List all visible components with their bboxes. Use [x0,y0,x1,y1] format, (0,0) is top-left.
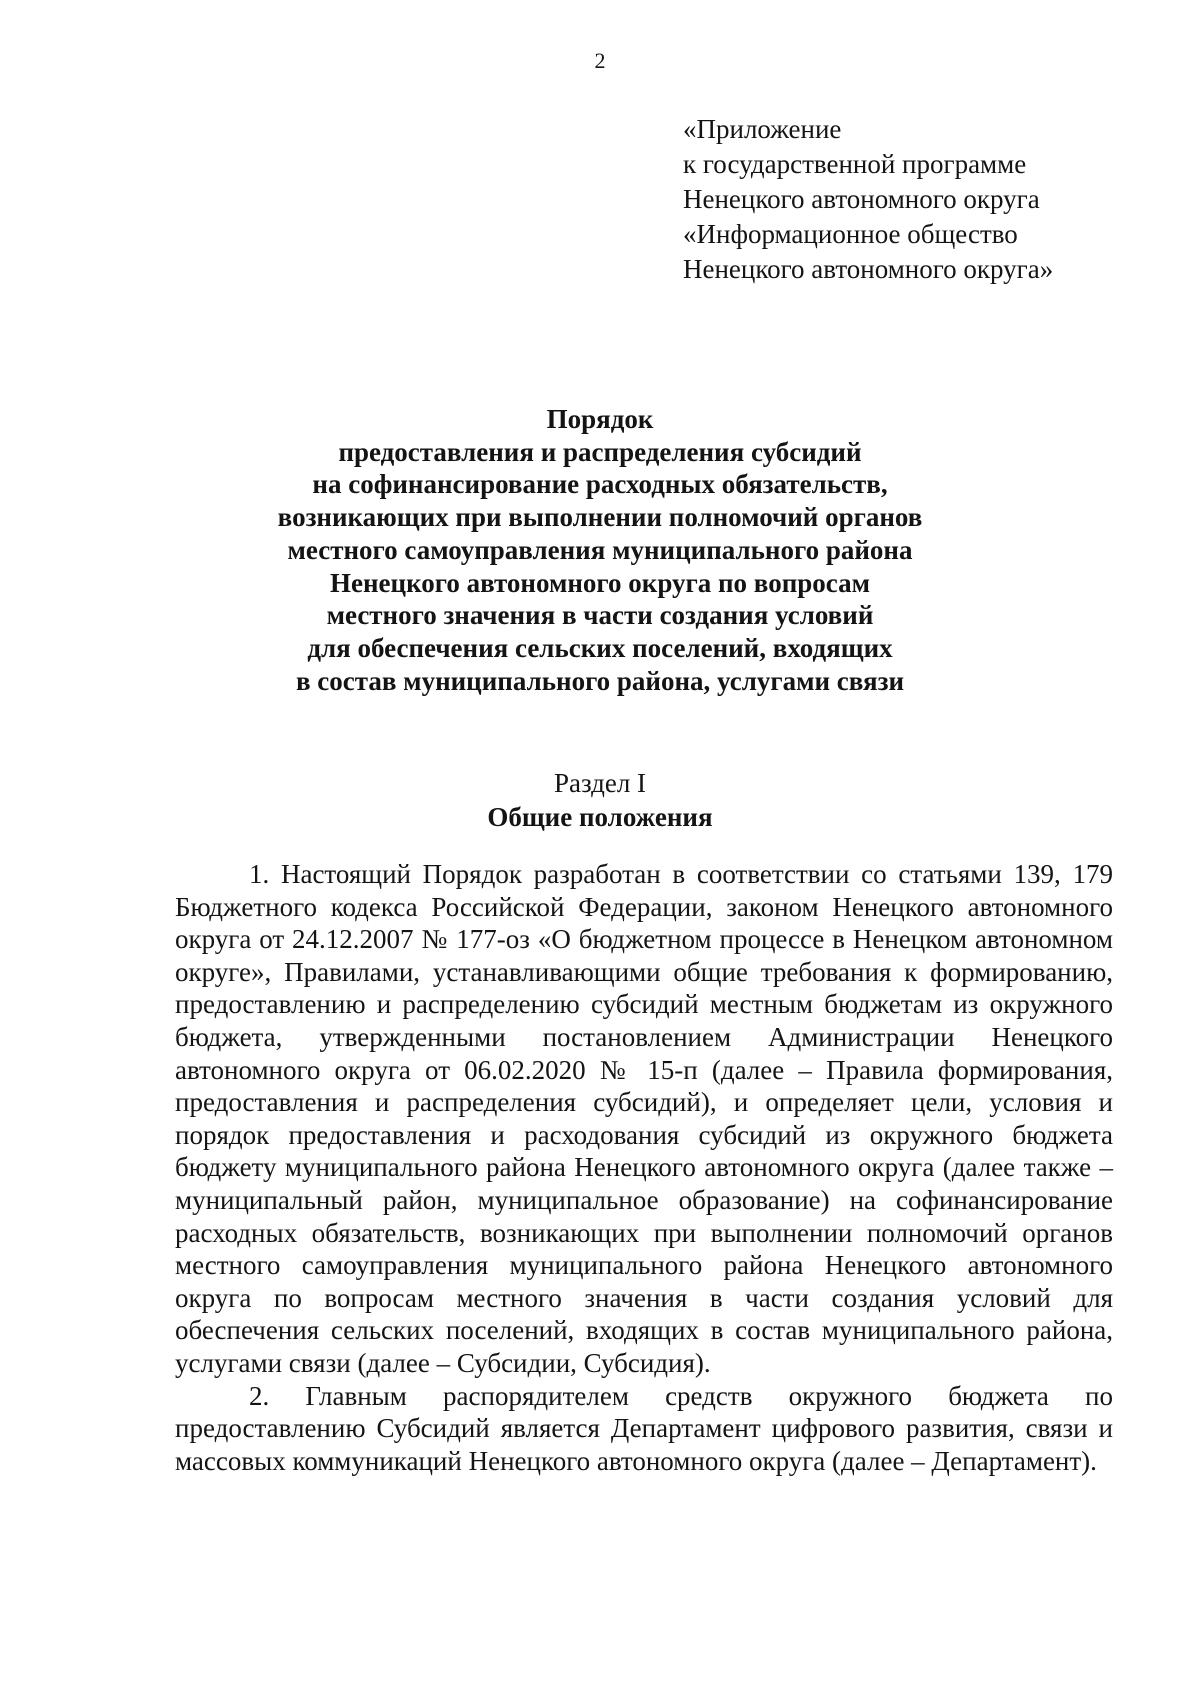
section-title: Общие положения [487,802,713,832]
document-title [0,403,1200,697]
title-line: на софинансирование расходных обязательств, [312,469,888,500]
section-label: Раздел I [553,768,647,798]
appendix-line: Ненецкого автономного округа [683,184,1040,214]
appendix-note [683,112,1053,287]
appendix-line: Ненецкого автономного округа» [683,254,1054,284]
page-number: 2 [594,48,606,73]
document-body [175,858,1113,1477]
title-line: местного самоуправления муниципального района [287,534,913,565]
title-line: предоставления и распределения субсидий [338,436,862,467]
title-line: возникающих при выполнении полномочий органов [277,502,923,533]
appendix-line: к государственной программе [683,149,1027,179]
title-line: в состав муниципального района, услугами связи [295,665,905,696]
appendix-line: «Приложение [683,114,842,144]
title-line: для обеспечения сельских поселений, входящих [307,632,893,663]
appendix-line: «Информационное общество [683,219,1018,249]
paragraph-2: 2. Главным распорядителем средств окружного бюджета по предоставлению Субсидий является Департамент цифрового развития, связи и массовых коммуникаций Ненецкого автономного округа (далее – Департамент). [175,1380,1113,1476]
title-line: Порядок [546,404,654,434]
paragraph-1: 1. Настоящий Порядок разработан в соответствии со статьями 139, 179 Бюджетного кодекса Российской Федерации, законом Ненецкого автономного округа от 24.12.2007 № 177-оз «О бюджетном процессе в Ненецком автономном округе», Правилами, устанавливающими общие требования к формированию, предоставлению и распределению субсидий местным бюджетам из окружного бюджета, утвержденными постановлением Администрации Ненецкого автономного округа от 06.02.2020 № 15-п (далее – Правила формирования, предоставления и распределения субсидий), и определяет цели, условия и порядок предоставления и расходования субсидий из окружного бюджета бюджету муниципального района Ненецкого автономного округа (далее также – муниципальный район, муниципальное образование) на софинансирование расходных обязательств, возникающих при выполнении полномочий органов местного самоуправления муниципального района Ненецкого автономного округа по вопросам местного значения в части создания условий для обеспечения сельских поселений, входящих в состав муниципального района, услугами связи (далее – Субсидии, Субсидия). [175,859,1113,1378]
title-line: местного значения в части создания условий [326,600,874,631]
section-heading [0,766,1200,834]
title-line: Ненецкого автономного округа по вопросам [330,567,870,598]
